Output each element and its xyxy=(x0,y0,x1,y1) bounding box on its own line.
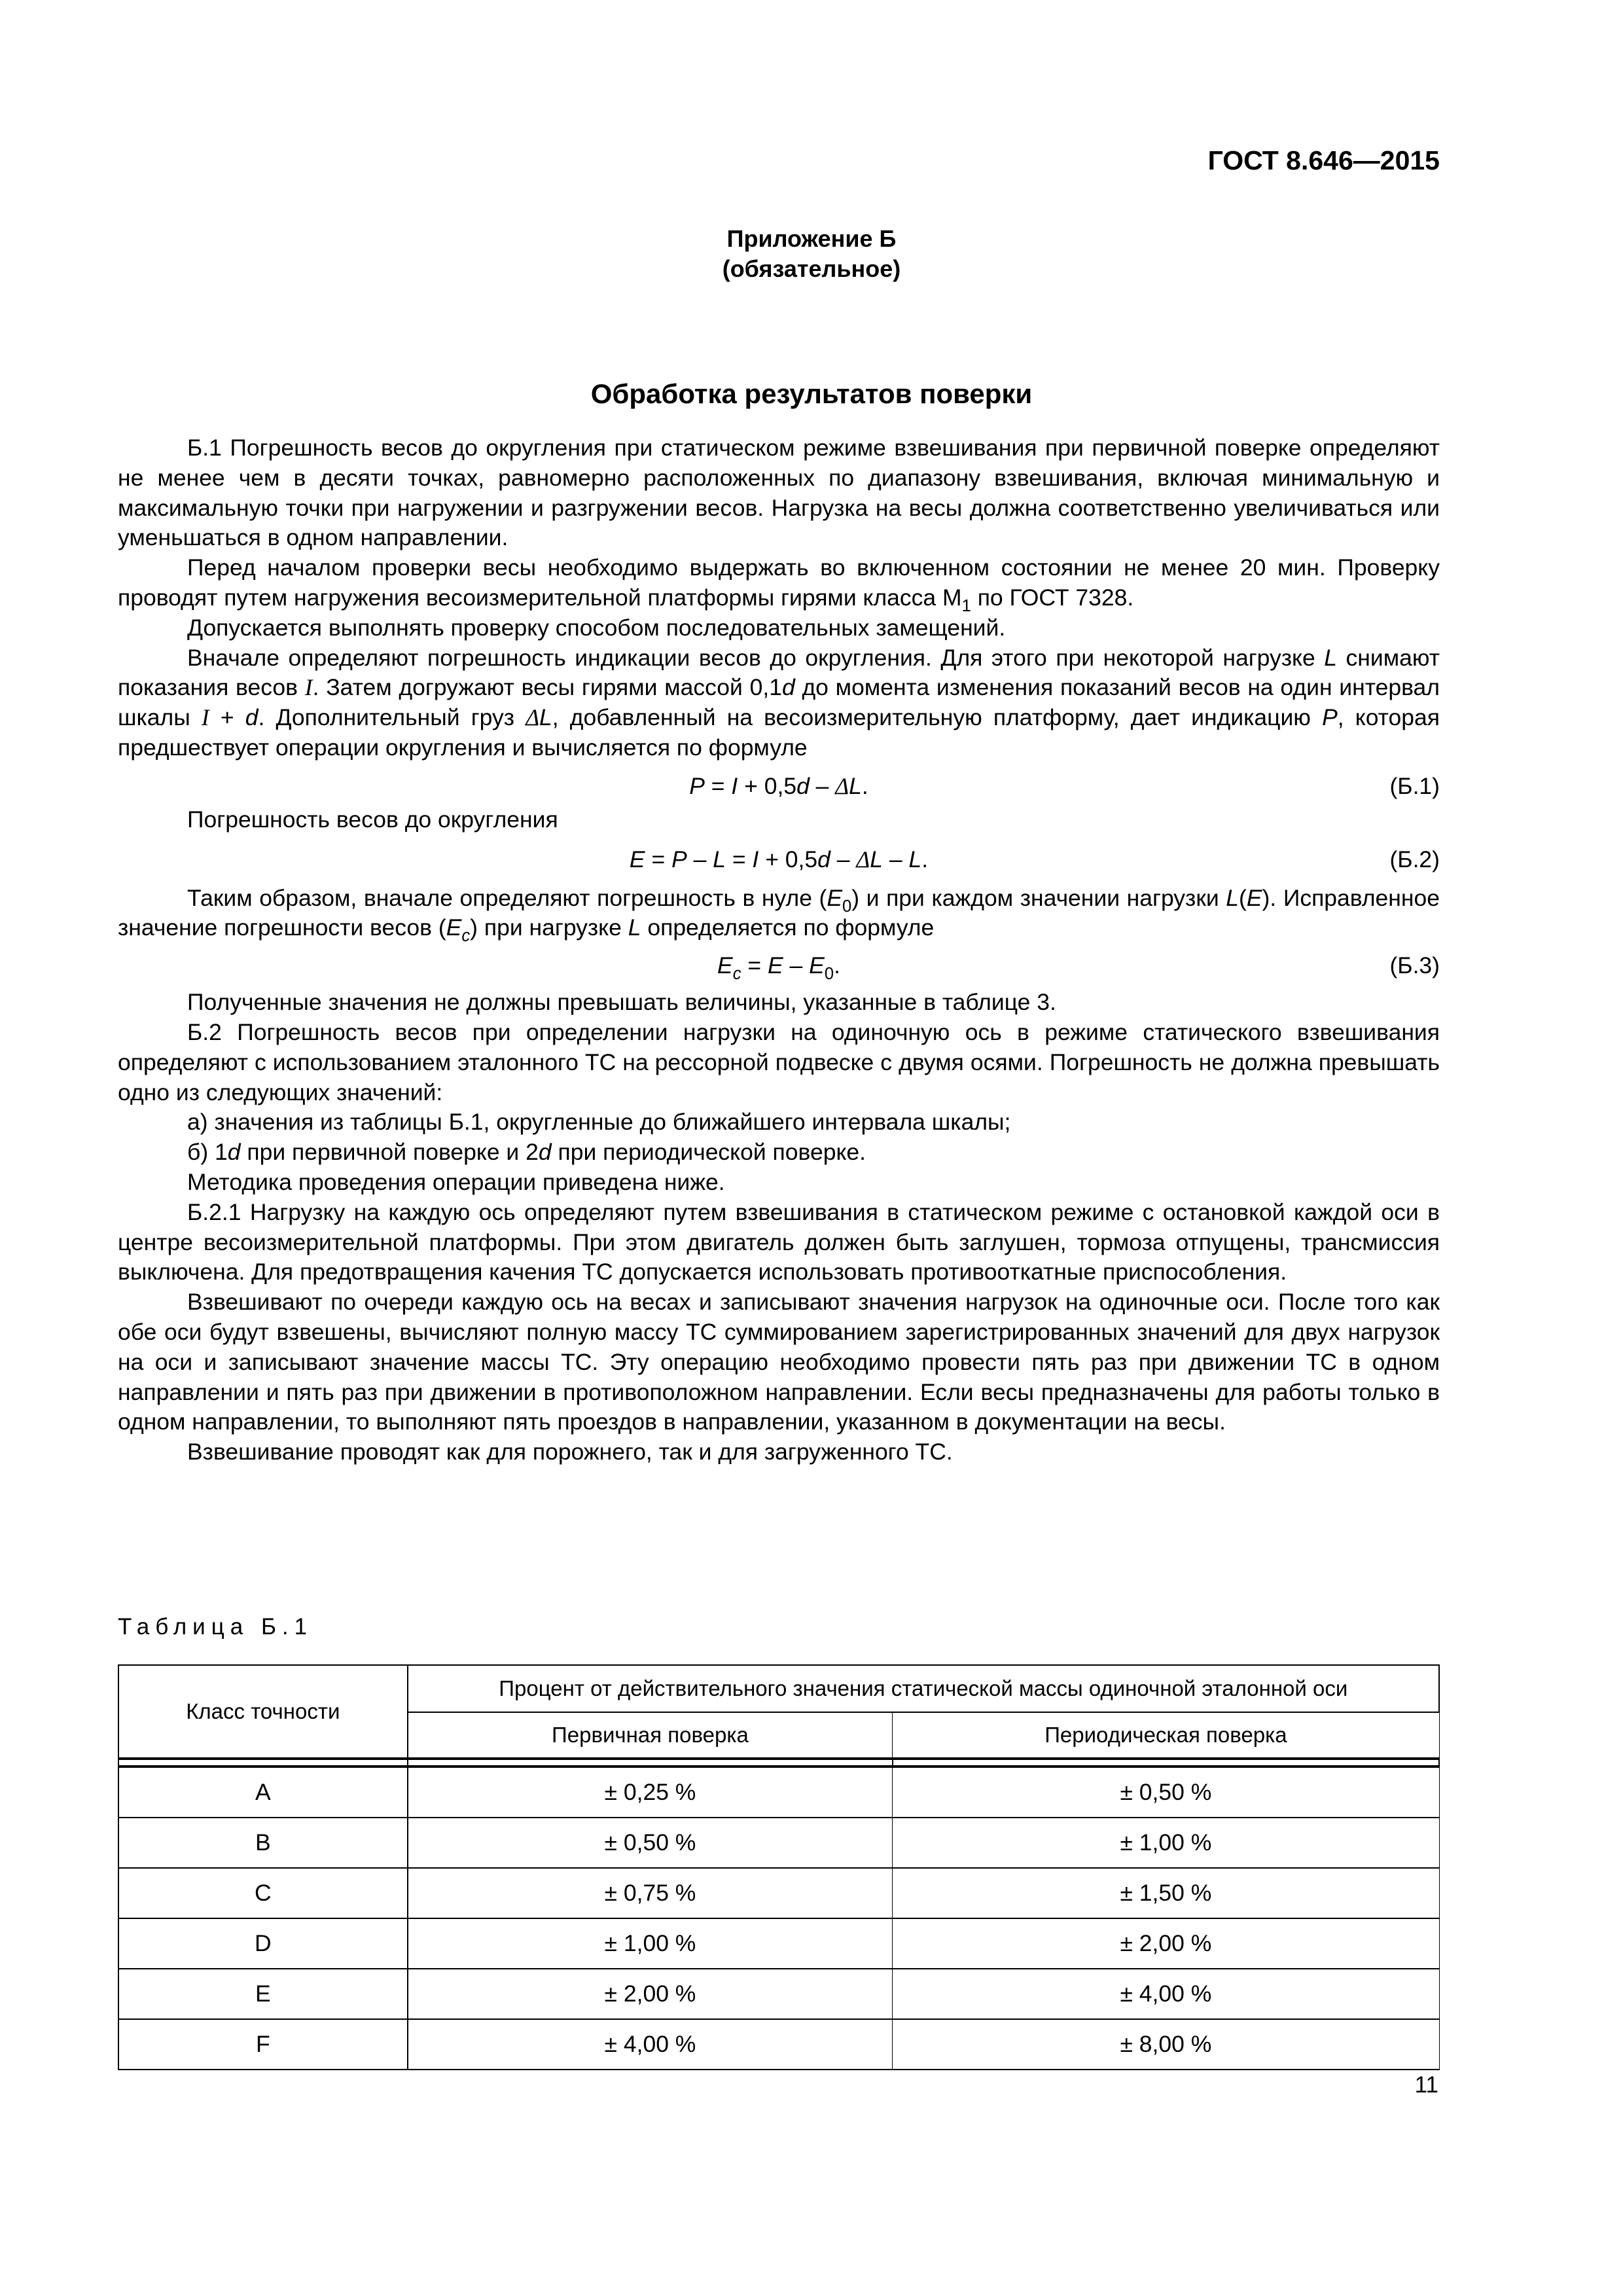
formula-b3-number: (Б.3) xyxy=(1389,952,1440,979)
cell-class: D xyxy=(118,1918,408,1969)
formula-b2 xyxy=(118,835,1440,884)
header-percent-group: Процент от действительного значения статической массы одиночной эталонной оси xyxy=(408,1665,1439,1712)
formula-b1-expression: P = I + 0,5d – ΔL. xyxy=(689,772,868,799)
appendix-status: (обязательное) xyxy=(722,255,901,282)
paragraph-error-before-rounding: Погрешность весов до округления xyxy=(187,806,558,833)
cell-class: F xyxy=(118,2019,408,2070)
formula-b2-expression: E = P – L = I + 0,5d – ΔL – L. xyxy=(629,846,929,872)
appendix-title: Приложение Б xyxy=(726,225,897,252)
formula-b3 xyxy=(118,943,1440,988)
cell-class: B xyxy=(118,1818,408,1868)
table-row xyxy=(118,1969,1439,2019)
formula-b1-number: (Б.1) xyxy=(1389,772,1440,799)
cell-initial: ± 4,00 % xyxy=(408,2019,893,2070)
cell-initial: ± 0,25 % xyxy=(408,1767,893,1818)
formula-b2-number: (Б.2) xyxy=(1389,846,1440,872)
paragraph-warmup: Перед началом проверки весы необходимо выдержать во включенном состоянии не менее 20 мин. Проверку проводят путем нагружения весоизмерительной платформы гирями класса $М_1$ по ГОСТ 7328. xyxy=(118,554,1440,615)
document-header-id: ГОСТ 8.646—2015 xyxy=(1207,145,1440,175)
header-double-rule xyxy=(118,1759,1439,1767)
section-title: Обработка результатов поверки xyxy=(590,378,1033,409)
document-body xyxy=(118,433,1440,1467)
cell-periodic: ± 0,50 % xyxy=(893,1767,1439,1818)
paragraph-indication-error: Вначале определяют погрешность индикации весов до округления. Для этого при некоторой нагрузке L снимают показания весов I. Затем догружают весы гирями массой 0,1d до момента изменения показаний весов на один интервал шкалы I + d. Дополнительный груз ΔL, добавленный на весоизмерительную платформу, дает индикацию P, которая предшествует операции округления и вычисляется по формуле xyxy=(118,644,1440,761)
header-accuracy-class: Класс точности xyxy=(118,1665,408,1759)
paragraph-substitution: Допускается выполнять проверку способом последовательных замещений. xyxy=(187,614,1006,641)
table-row xyxy=(118,1767,1439,1818)
cell-initial: ± 2,00 % xyxy=(408,1969,893,2019)
cell-periodic: ± 4,00 % xyxy=(893,1969,1439,2019)
paragraph-limits: Полученные значения не должны превышать величины, указанные в таблице 3. xyxy=(187,989,1056,1016)
formula-b3-expression: $E_c = E - E_0$. xyxy=(717,952,840,984)
paragraph-weighing-axes: Взвешивают по очереди каждую ось на весах и записывают значения нагрузок на одиночные оси. После того как обе оси будут взвешены, вычисляют полную массу ТС суммированием зарегистрированных значений для двух нагрузок на оси и записывают значение массы ТС. Эту операцию необходимо провести пять раз при движении ТС в одном направлении и пять раз при движении в противоположном направлении. Если весы предназначены для работы только в одном направлении, то выполняют пять проездов в направлении, указанном в документации на весы. xyxy=(118,1289,1440,1435)
cell-initial: ± 0,75 % xyxy=(408,1868,893,1918)
cell-class: E xyxy=(118,1969,408,2019)
table-caption: Таблица Б.1 xyxy=(118,1614,313,1640)
cell-periodic: ± 8,00 % xyxy=(893,2019,1439,2070)
formula-b1 xyxy=(118,763,1440,809)
paragraph-empty-loaded: Взвешивание проводят как для порожнего, так и для загруженного ТС. xyxy=(187,1439,953,1465)
table-b1 xyxy=(118,1664,1440,2070)
page-number: 11 xyxy=(1414,2072,1438,2098)
cell-initial: ± 0,50 % xyxy=(408,1818,893,1868)
header-periodic-verification: Периодическая поверка xyxy=(893,1712,1439,1759)
list-item-b: б) 1d при первичной поверке и 2d при периодической поверке. xyxy=(187,1139,866,1166)
cell-periodic: ± 1,50 % xyxy=(893,1868,1439,1918)
paragraph-b1: Б.1 Погрешность весов до округления при статическом режиме взвешивания при первичной поверке определяют не менее чем в десяти точках, равномерно расположенных по диапазону взвешивания, включая минимальную и максимальную точки при нагружении и разгружении весов. Нагрузка на весы должна соответственно увеличиваться или уменьшаться в одном направлении. xyxy=(118,435,1440,551)
table-row xyxy=(118,1818,1439,1868)
cell-class: A xyxy=(118,1767,408,1818)
list-item-a: а) значения из таблицы Б.1, округленные до ближайшего интервала шкалы; xyxy=(187,1109,1011,1136)
header-initial-verification: Первичная поверка xyxy=(408,1712,893,1759)
cell-periodic: ± 2,00 % xyxy=(893,1918,1439,1969)
cell-class: C xyxy=(118,1868,408,1918)
paragraph-b2: Б.2 Погрешность весов при определении нагрузки на одиночную ось в режиме статического взвешивания определяют с использованием эталонного ТС на рессорной подвеске с двумя осями. Погрешность не должна превышать одно из следующих значений: xyxy=(118,1018,1440,1105)
table-row xyxy=(118,1918,1439,1969)
paragraph-b2-1: Б.2.1 Нагрузку на каждую ось определяют путем взвешивания в статическом режиме с остановкой каждой оси в центре весоизмерительной платформы. При этом двигатель должен быть заглушен, тормоза отпущены, трансмиссия выключена. Для предотвращения качения ТС допускается использовать противооткатные приспособления. xyxy=(118,1198,1440,1285)
cell-initial: ± 1,00 % xyxy=(408,1918,893,1969)
table-row xyxy=(118,2019,1439,2070)
table-row xyxy=(118,1868,1439,1918)
paragraph-method: Методика проведения операции приведена ниже. xyxy=(187,1168,725,1195)
cell-periodic: ± 1,00 % xyxy=(893,1818,1439,1868)
paragraph-zero-error: Таким образом, вначале определяют погрешность в нуле $(E_0)$ и при каждом значении нагрузки L(E). Исправленное значение погрешности весов $(E_c)$ при нагрузке L определяется по формуле xyxy=(118,884,1440,946)
